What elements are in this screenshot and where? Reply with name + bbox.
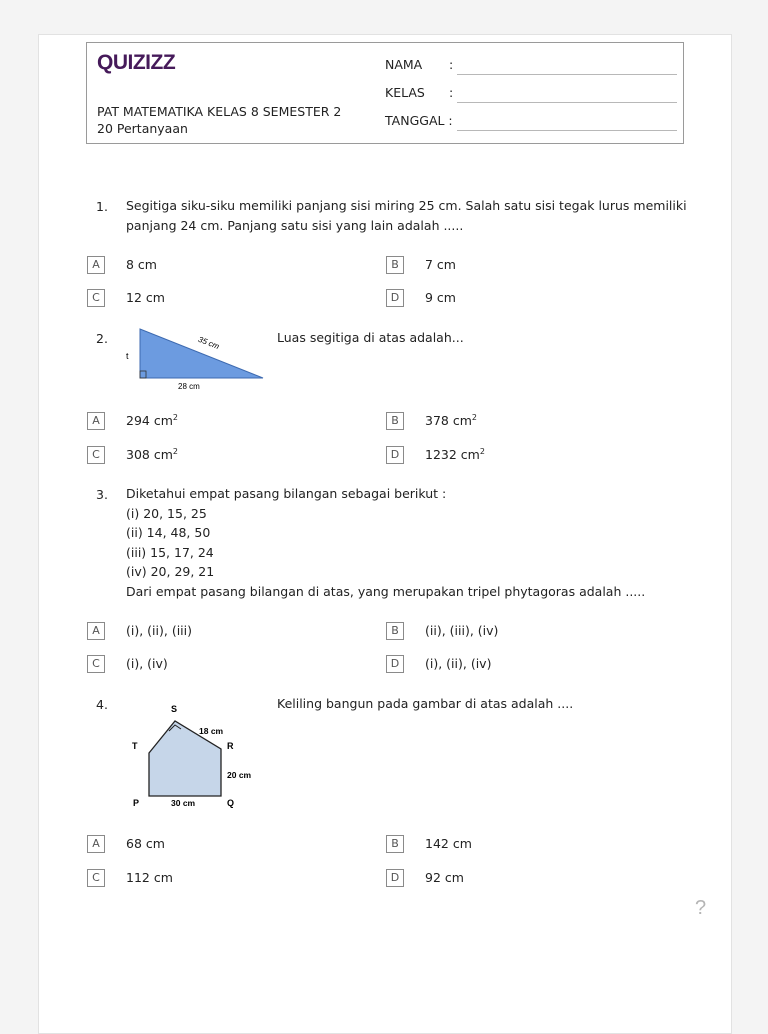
option-text: (i), (iv) (126, 656, 168, 671)
option-text: 7 cm (425, 257, 456, 272)
right-triangle-figure (125, 325, 270, 393)
question-line: Dari empat pasang bilangan di atas, yang merupakan tripel phytagoras adalah ..... (126, 583, 646, 599)
option-text: 68 cm (126, 836, 165, 851)
field-colon: : (449, 85, 454, 100)
option-value: 1232 cm (425, 447, 480, 463)
question-line: (i) 20, 15, 25 (126, 505, 207, 521)
option-letter: A (87, 412, 105, 430)
vertex-label-t: T (132, 741, 138, 751)
option-letter: B (386, 835, 404, 853)
option-letter: B (386, 412, 404, 430)
hypotenuse-label: 35 cm (196, 334, 221, 352)
quiz-title: PAT MATEMATIKA KELAS 8 SEMESTER 2 (97, 104, 342, 119)
option-text (126, 447, 178, 462)
option-letter: B (386, 256, 404, 274)
option-letter: C (87, 289, 105, 307)
field-label: KELAS (385, 85, 425, 100)
base-label: 28 cm (178, 382, 200, 391)
name-field (385, 57, 677, 77)
pentagon-figure (125, 697, 275, 812)
vertex-label-r: R (227, 741, 234, 751)
option-letter: D (386, 869, 404, 887)
exponent: 2 (172, 447, 178, 456)
option-value: 294 cm (126, 413, 173, 429)
question-line: (iii) 15, 17, 24 (126, 544, 214, 560)
option-text: 92 cm (425, 870, 464, 885)
field-colon: : (449, 57, 454, 72)
question-number: 3. (96, 487, 108, 502)
question-line: Segitiga siku-siku memiliki panjang sisi miring 25 cm. Salah satu sisi tegak lurus memiliki (126, 198, 687, 213)
question-text (126, 484, 701, 601)
field-label: NAMA (385, 57, 423, 72)
help-icon[interactable]: ? (695, 897, 707, 919)
question-line: Luas segitiga di atas adalah... (277, 330, 464, 345)
option-letter: D (386, 446, 404, 464)
exponent: 2 (479, 447, 485, 456)
date-blank-line (457, 130, 677, 131)
question-line: Keliling bangun pada gambar di atas adalah .... (277, 696, 574, 711)
exponent: 2 (471, 413, 477, 422)
date-field (385, 113, 677, 133)
class-blank-line (457, 102, 677, 103)
question-line: (ii) 14, 48, 50 (126, 525, 211, 540)
option-text: 112 cm (126, 870, 173, 885)
option-letter: D (386, 289, 404, 307)
option-text (425, 447, 485, 462)
option-letter: C (87, 869, 105, 887)
option-text: 12 cm (126, 290, 165, 305)
option-letter: A (87, 256, 105, 274)
option-letter: A (87, 835, 105, 853)
question-line: panjang 24 cm. Panjang satu sisi yang lain adalah ..... (126, 217, 464, 233)
name-blank-line (457, 74, 677, 75)
question-text (126, 196, 696, 235)
option-text: (i), (ii), (iii) (126, 623, 192, 638)
option-text (425, 413, 477, 428)
worksheet-page (38, 34, 732, 1034)
question-text (277, 694, 677, 714)
option-value: 378 cm (425, 413, 472, 429)
option-text: 8 cm (126, 257, 157, 272)
option-letter: C (87, 446, 105, 464)
option-letter: D (386, 655, 404, 673)
side-label-sr: 18 cm (199, 726, 224, 736)
question-number: 2. (96, 331, 108, 346)
option-letter: A (87, 622, 105, 640)
option-text: 142 cm (425, 836, 472, 851)
vertex-label-q: Q (227, 798, 235, 808)
question-text (277, 328, 657, 348)
vertex-label-s: S (171, 704, 178, 714)
option-text: (i), (ii), (iv) (425, 656, 492, 671)
question-number: 4. (96, 697, 108, 712)
side-label-pq: 30 cm (171, 798, 196, 808)
question-line: Diketahui empat pasang bilangan sebagai berikut : (126, 486, 447, 501)
question-number: 1. (96, 199, 108, 214)
option-text (126, 413, 178, 428)
question-line: (iv) 20, 29, 21 (126, 564, 215, 579)
question-count: 20 Pertanyaan (97, 121, 188, 136)
quizizz-logo: QUIZIZZ (97, 51, 176, 74)
vertex-label-p: P (133, 798, 140, 808)
side-label-rq: 20 cm (227, 770, 252, 780)
class-field (385, 85, 677, 105)
exponent: 2 (172, 413, 178, 422)
height-label: t (126, 351, 129, 361)
option-text: (ii), (iii), (iv) (425, 623, 499, 638)
worksheet-header (86, 42, 684, 144)
option-text: 9 cm (425, 290, 456, 305)
field-label: TANGGAL : (385, 113, 453, 128)
option-letter: C (87, 655, 105, 673)
option-letter: B (386, 622, 404, 640)
option-value: 308 cm (126, 447, 173, 463)
